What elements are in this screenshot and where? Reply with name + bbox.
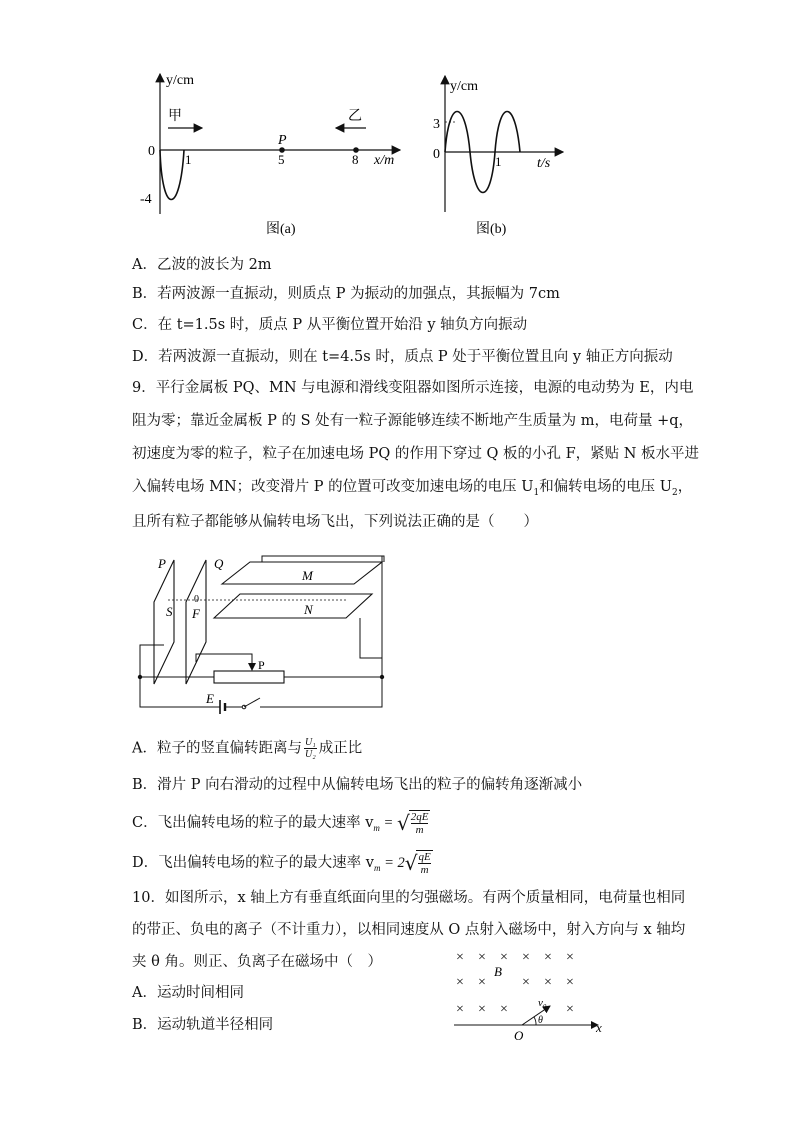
wave-jia-curve (160, 150, 184, 200)
slider-arrow (248, 663, 256, 671)
switch (244, 698, 260, 707)
label-slider: P (258, 658, 265, 672)
q9-d-eq: = 2 (380, 855, 405, 871)
sqrt-den: m (420, 864, 429, 876)
sqrt-fraction (416, 850, 432, 876)
label-b: B (494, 964, 502, 979)
frac-num: U₁ (304, 737, 316, 748)
label-p: P (158, 556, 166, 571)
t-axis-label: t/s (537, 156, 551, 171)
tick-8-label: 8 (352, 152, 359, 167)
field-cross: × (566, 975, 574, 990)
q9-c-eq: = (379, 815, 397, 831)
field-cross: × (478, 950, 486, 965)
rheostat (214, 671, 284, 683)
field-cross: × (544, 975, 552, 990)
plate-p (154, 560, 174, 684)
label-o: 0 (194, 594, 199, 605)
q9-a-pre: A．粒子的竖直偏转距离与 (132, 740, 302, 757)
label-m: M (302, 568, 313, 583)
q9-stem-line-2: 阻为零；靠近金属板 P 的 S 处有一粒子源能够连续不断地产生质量为 m，电荷量 +q， (132, 413, 694, 429)
field-cross: × (522, 975, 530, 990)
field-cross: × (566, 950, 574, 965)
q8-option-d: D．若两波源一直振动，则在 t=4.5s 时，质点 P 处于平衡位置且向 y 轴正方向振动 (132, 349, 673, 365)
sqrt-sign: √ (404, 851, 418, 875)
q9-stem-line-4 (132, 477, 692, 503)
neg4-label: -4 (140, 192, 152, 207)
q9-a-post: 成正比 (318, 740, 363, 757)
q10-option-a: A．运动时间相同 (132, 985, 244, 1001)
y-axis-label: y/cm (166, 73, 194, 88)
u1-over-u2 (304, 737, 317, 760)
x-axis-label: x/m (374, 153, 395, 168)
q9-l4-part-b: 和偏转电场的电压 U (539, 479, 673, 495)
q8-option-a: A．乙波的波长为 2m (132, 257, 272, 273)
q9-d-pre: D．飞出偏转电场的粒子的最大速率 v (132, 855, 374, 871)
yi-label: 乙 (348, 109, 362, 124)
sqrt-sign: √ (396, 811, 410, 835)
y-axis-label: y/cm (450, 79, 478, 94)
u2-sub: 2 (672, 487, 678, 498)
field-cross: × (500, 950, 508, 965)
field-cross: × (456, 975, 464, 990)
figure-a-wave (138, 66, 408, 242)
sqrt-fraction (409, 810, 431, 836)
q10-option-b: B．运动轨道半径相同 (132, 1017, 274, 1033)
frac-den: U₂ (304, 749, 316, 760)
label-v0: v₀ (538, 997, 547, 1009)
q9-c-pre: C．飞出偏转电场的粒子的最大速率 v (132, 815, 374, 831)
sqrt-num: 2qE (410, 811, 429, 823)
field-cross: × (544, 950, 552, 965)
plate-q (186, 560, 206, 684)
theta-arc (534, 1017, 536, 1025)
tick-1-label: 1 (495, 154, 502, 169)
sqrt-num: qE (418, 851, 431, 863)
three-label: 3 (433, 117, 440, 132)
point-p-label: P (278, 133, 287, 148)
field-cross: × (500, 1002, 508, 1017)
label-e: E (206, 691, 214, 706)
label-f: F (192, 606, 200, 621)
q9-stem-line-1: 9．平行金属板 PQ、MN 与电源和滑线变阻器如图所示连接，电源的电动势为 E，内电 (132, 380, 694, 396)
q10-stem-line-2: 的带正、负电的离子（不计重力），以相同速度从 O 点射入磁场中，射入方向与 x 轴均 (132, 922, 686, 938)
q8-option-c: C．在 t=1.5s 时，质点 P 从平衡位置开始沿 y 轴负方向振动 (132, 317, 528, 333)
q9-option-c (132, 810, 430, 838)
field-cross: × (522, 950, 530, 965)
origin-label: 0 (148, 144, 155, 159)
q9-option-b: B．滑片 P 向右滑动的过程中从偏转电场飞出的粒子的偏转角逐渐减小 (132, 777, 583, 793)
field-cross: × (566, 1002, 574, 1017)
figure-q9-circuit (130, 550, 392, 720)
label-s: S (166, 604, 173, 619)
figure-b-caption: 图(b) (476, 222, 507, 237)
figure-a-caption: 图(a) (266, 222, 296, 237)
label-theta: θ (538, 1015, 543, 1026)
jia-label: 甲 (168, 109, 182, 124)
q10-stem-line-3: 夹 θ 角。则正、负离子在磁场中（ ） (132, 954, 382, 970)
q10-stem-line-1: 10．如图所示，x 轴上方有垂直纸面向里的匀强磁场。有两个质量相同，电荷量也相同 (132, 890, 686, 906)
figure-q10-magnetic-field (450, 944, 610, 1044)
field-cross: × (478, 975, 486, 990)
figure-b-vibration (418, 66, 568, 242)
label-x: x (596, 1020, 602, 1035)
q9-option-d (132, 850, 433, 878)
q9-l4-part-a: 入偏转电场 MN；改变滑片 P 的位置可改变加速电场的电压 U (132, 479, 534, 495)
plate-n (214, 594, 372, 618)
q9-l4-part-c: ， (677, 479, 693, 495)
origin-label: 0 (433, 147, 440, 162)
sqrt-den: m (415, 824, 424, 836)
tick-5-label: 5 (278, 152, 285, 167)
label-o: O (514, 1028, 524, 1043)
q9-stem-line-3: 初速度为零的粒子，粒子在加速电场 PQ 的作用下穿过 Q 板的小孔 F，紧贴 N 板水平进 (132, 446, 700, 462)
vm-sub: m (373, 862, 381, 873)
q9-stem-line-5: 且所有粒子都能够从偏转电场飞出，下列说法正确的是（ ） (132, 514, 538, 530)
field-cross: × (478, 1002, 486, 1017)
tick-1-label: 1 (185, 152, 192, 167)
field-cross: × (456, 1002, 464, 1017)
label-q: Q (214, 556, 224, 571)
q8-option-b: B．若两波源一直振动，则质点 P 为振动的加强点，其振幅为 7cm (132, 286, 560, 302)
field-cross: × (456, 950, 464, 965)
vm-sub: m (373, 822, 380, 833)
label-n: N (304, 602, 313, 617)
u1-sub: 1 (533, 487, 540, 498)
q9-option-a (132, 737, 362, 760)
